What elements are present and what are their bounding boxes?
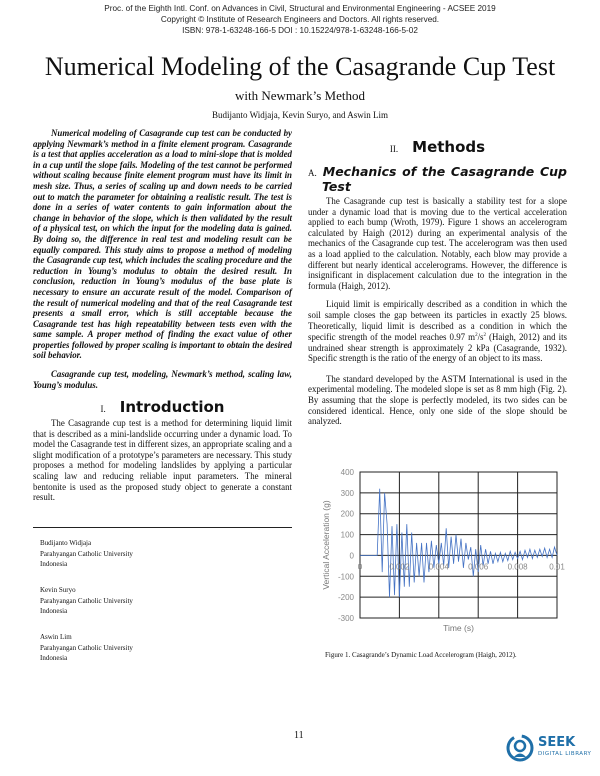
section-title: Methods (412, 138, 486, 156)
introduction-paragraph: The Casagrande cup test is a method for determining liquid limit that is described as a mini-landslide occurring under a dynamic load. To model the Casagrande test in different sizes, an appropriate scaling and a slight modification of a prototype’s parameters are necessary. This study proposes a method for modeling landslides by applying a particular scaling law and reducing reliable input parameters. The mineral bentonite is used as the proposed study object to generate a constant result. (33, 418, 292, 503)
superscript: 2 (483, 333, 486, 339)
text: (Haigh, 2012) and its undrained shear strength is approximately 2 kPa (Casagrande, 1932). Specific strength is the ratio of the energy of an object to its mass. (308, 332, 567, 364)
keywords-text: Casagrande cup test, modeling, Newmark’s method, scaling law, Young’s modulus. (33, 369, 292, 390)
affiliation-3 (40, 632, 133, 664)
methods-heading (308, 138, 567, 156)
x-tick-label: 0.006 (468, 562, 489, 572)
x-axis-title: Time (s) (443, 623, 474, 633)
subsection-title-line1: Mechanics of the Casagrande Cup (322, 164, 567, 179)
seek-logo-icon (505, 733, 535, 763)
affiliation-org: Parahyangan Catholic University (40, 596, 133, 605)
x-tick-label: 0 (357, 562, 363, 572)
subsection-number: A. (308, 168, 317, 178)
affiliation-2 (40, 585, 133, 617)
x-tick-label: 0.004 (428, 562, 449, 572)
y-tick-label: -100 (337, 572, 354, 582)
author-list: Budijanto Widjaja, Kevin Suryo, and Aswin Lim (212, 110, 388, 120)
accelerogram-chart (310, 465, 570, 645)
y-tick-label: 0 (349, 551, 354, 561)
y-tick-label: 200 (340, 509, 354, 519)
y-tick-label: -300 (337, 614, 354, 623)
affiliation-country: Indonesia (40, 607, 68, 615)
abstract-text: Numerical modeling of Casagrande cup test can be conducted by applying Newmark’s method in a finite element program. Casagrande is a test that applies acceleration as a load to mini-slope that is molded in a cup until the slope fails. Modeling of the test cannot be performed without scaling because finite element program must have its limit in mesh size. Thus, a series of scaling up and down needs to be carried out to match the parameter for obtaining a realistic result. The test is done in a series of water contents to gain information about the change in behavior of the slope, which is then validated by the result of a physical test, on which the input for the modeling data is gained. By doing so, the difference in real test and modeling result can be equally compared. This study aims to propose a method of modeling the Casagrande cup test, which includes the scaling procedure and the reduction in Young’s modulus to obtain the desired result. In conclusion, reduction in Young’s modulus of the base plate is necessary to ensure an accurate result of the model. Comparison of the result of numerical modeling and that of the real Casagrande test presents a small error, which is still acceptable because the Casagrande test has high repeatability between tests even with the same sample. A proper method of finding the exact value of other properties followed by proper scaling is important to obtain the desired soil behavior. (33, 128, 292, 361)
text: /s (477, 332, 484, 343)
affiliation-name: Aswin Lim (40, 633, 72, 641)
superscript: 2 (475, 333, 478, 339)
keywords (33, 369, 292, 390)
x-tick-label: 0.002 (389, 562, 410, 572)
affiliation-org: Parahyangan Catholic University (40, 643, 133, 652)
footnote-divider (33, 527, 292, 528)
figure-caption: Figure 1. Casagrande’s Dynamic Load Accelerogram (Haigh, 2012). (325, 651, 517, 659)
seek-logo-tagline: DIGITAL LIBRARY (538, 751, 592, 757)
paper-subtitle: with Newmark’s Method (235, 88, 365, 103)
y-tick-label: 100 (340, 530, 354, 540)
section-number: II. (389, 144, 399, 154)
x-tick-label: 0.008 (507, 562, 528, 572)
y-axis-title: Vertical Acceleration (g) (321, 500, 331, 590)
text: Liquid limit is empirically described as a condition in which the soil sample closes the gap between its particles in exactly 25 blows. Theoretically, liquid limit is described as a condition in which the specific strength of the model reaches 0.97 m (308, 299, 567, 343)
isbn-doi-line: ISBN: 978-1-63248-166-5 DOI : 10.15224/978-1-63248-166-5-02 (182, 26, 418, 35)
affiliation-name: Budijanto Widjaja (40, 539, 92, 547)
affiliation-country: Indonesia (40, 654, 68, 662)
section-title: Introduction (119, 398, 225, 416)
paper-title: Numerical Modeling of the Casagrande Cup Test (44, 52, 556, 81)
y-tick-label: 300 (340, 488, 354, 498)
copyright-line: Copyright © Institute of Research Engineers and Doctors. All rights reserved. (160, 15, 440, 24)
page-number: 11 (294, 730, 304, 741)
affiliation-country: Indonesia (40, 560, 68, 568)
y-tick-label: 400 (340, 468, 354, 477)
affiliation-org: Parahyangan Catholic University (40, 549, 133, 558)
affiliation-1 (40, 538, 133, 570)
introduction-heading (33, 398, 292, 416)
methods-paragraph-3: The standard developed by the ASTM International is used in the experimental modeling. The modeled slope is set as 8 mm high (Fig. 2). By assuming that the slope is perfectly modeled, its two sides can be considered identical. Hence, only one side of the slope should be analyzed. (308, 373, 567, 427)
methods-paragraph-2 (308, 299, 567, 364)
methods-body (308, 196, 567, 427)
subsection-heading-cont (322, 179, 581, 194)
y-tick-label: -200 (337, 593, 354, 603)
methods-paragraph-1: The Casagrande cup test is basically a stability test for a slope under a dynamic load that is moving due to the vertical acceleration applied to each bump (Wroth, 1979). Figure 1 shows an accelerogram calculated by Haigh (2012) during an experimental analysis of the mechanics of the Casagrande cup test. The accelerogram was then used as a load applied to the calculation. Notably, each blow may provide a different but nearly identical accelerograms. However, the difference is insignificant in displacement calculation due to the integration in the formula (Haigh, 2012). (308, 196, 567, 291)
seek-logo-word: SEEK (538, 735, 576, 750)
section-number: I. (100, 404, 106, 414)
conference-header-line: Proc. of the Eighth Intl. Conf. on Advances in Civil, Structural and Environmental Engineering - ACSEE 2019 (104, 4, 496, 13)
seek-logo (505, 733, 595, 763)
abstract (33, 128, 292, 361)
subsection-title-line2: Test (322, 179, 351, 194)
affiliation-name: Kevin Suryo (40, 586, 76, 594)
introduction-body (33, 418, 292, 503)
x-tick-label: 0.01 (549, 562, 565, 572)
